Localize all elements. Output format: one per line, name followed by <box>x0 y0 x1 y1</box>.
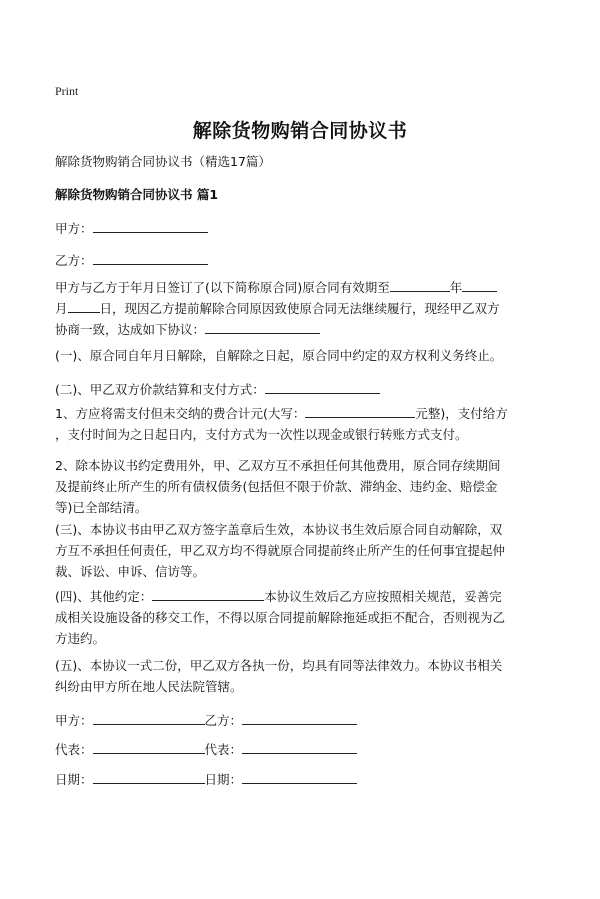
sig-party-b-blank <box>242 712 357 725</box>
clause-3 <box>55 519 555 582</box>
clause-2-1-row-1 <box>55 403 555 424</box>
clause-4-row-3: 方违约。 <box>55 631 106 646</box>
intro-text: 甲方与乙方于年月日签订了(以下简称原合同)原合同有效期至 <box>55 280 390 295</box>
clause-2-text: (二)、甲乙双方价款结算和支付方式： <box>55 382 265 397</box>
clause-1: (一)、原合同自年月日解除，自解除之日起，原合同中约定的双方权利义务终止。 <box>55 348 503 363</box>
sig-date-a-label: 日期： <box>55 772 93 787</box>
signature-row-reps <box>55 741 357 757</box>
clause-text: (四)、其他约定： <box>55 589 153 604</box>
sig-party-a-blank <box>93 712 205 725</box>
sig-rep-b-blank <box>242 741 357 754</box>
clause-5-row-1: (五)、本协议一式二份，甲乙双方各执一份，均具有同等法律效力。本协议书相关 <box>55 658 503 673</box>
clause-2-2-row-2: 及提前终止所产生的所有债权债务(包括但不限于价款、滞纳金、违约金、赔偿金 <box>55 479 498 494</box>
clause-4-row-1 <box>55 586 555 607</box>
clause-4 <box>55 586 555 649</box>
sig-party-b-label: 乙方： <box>204 713 243 728</box>
intro-row-3 <box>55 319 555 340</box>
sig-rep-a-label: 代表： <box>55 742 93 757</box>
clause-2-2-row-1: 2、除本协议书约定费用外，甲、乙双方互不承担任何其他费用，原合同存续期间 <box>55 458 501 473</box>
intro-blank <box>205 321 320 334</box>
signature-row-dates <box>55 771 357 787</box>
intro-text: 月 <box>55 301 68 316</box>
clause-3-row-1: (三)、本协议书由甲乙双方签字盖章后生效，本协议书生效后原合同自动解除，双 <box>55 522 503 537</box>
clause-text: 1、方应将需支付但未交纳的费合计元(大写： <box>55 406 306 421</box>
intro-text: 年 <box>449 280 463 295</box>
intro-blank <box>68 300 100 313</box>
intro-row-2 <box>55 298 555 319</box>
party-a-blank <box>93 220 208 233</box>
print-label: Print <box>55 84 79 98</box>
clause-2-1 <box>55 403 555 445</box>
sig-rep-a-blank <box>93 741 205 754</box>
intro-blank <box>462 279 497 292</box>
clause-2-2 <box>55 455 555 518</box>
clause-5 <box>55 655 555 697</box>
clause-3-row-2: 方互不承担任何责任，甲乙双方均不得就原合同提前终止所产生的任何事宜提起仲 <box>55 543 506 558</box>
intro-row-1 <box>55 277 555 298</box>
clause-text: 元整)，支付给方 <box>415 406 508 421</box>
party-b-line <box>55 252 208 268</box>
section-heading: 解除货物购销合同协议书 篇1 <box>55 187 219 202</box>
clause-text: 本协议生效后乙方应按照相关规范，妥善完 <box>264 589 502 604</box>
clause-2-2-row-3: 等)已全部结清。 <box>55 500 148 515</box>
clause-3-row-3: 裁、诉讼、申诉、信访等。 <box>55 564 206 579</box>
sig-rep-b-label: 代表： <box>204 742 243 757</box>
sig-date-a-blank <box>93 771 205 784</box>
clause-4-row-2: 成相关设施设备的移交工作，不得以原合同提前解除拖延或拒不配合，否则视为乙 <box>55 610 506 625</box>
clause-5-row-2: 纠纷由甲方所在地人民法院管辖。 <box>55 679 243 694</box>
party-b-label: 乙方： <box>55 253 93 268</box>
subtitle: 解除货物购销合同协议书（精选17篇） <box>55 154 271 169</box>
party-a-line <box>55 220 208 236</box>
intro-paragraph <box>55 277 555 340</box>
sig-date-b-label: 日期： <box>204 772 243 787</box>
intro-text: 日，现因乙方提前解除合同原因致使原合同无法继续履行，现经甲乙双方 <box>99 301 500 316</box>
intro-text: 协商一致，达成如下协议： <box>55 322 206 337</box>
amount-blank <box>305 405 415 418</box>
clause-2-blank <box>265 381 380 394</box>
other-terms-blank <box>152 588 264 601</box>
document-title: 解除货物购销合同协议书 <box>192 120 408 142</box>
party-b-blank <box>93 252 208 265</box>
party-a-label: 甲方： <box>55 221 93 236</box>
intro-blank <box>390 279 450 292</box>
sig-party-a-label: 甲方： <box>55 713 93 728</box>
signature-row-parties <box>55 712 357 728</box>
sig-date-b-blank <box>242 771 357 784</box>
clause-2-1-row-2: ，支付时间为之日起日内，支付方式为一次性以现金或银行转账方式支付。 <box>55 427 468 442</box>
clause-2 <box>55 381 380 397</box>
